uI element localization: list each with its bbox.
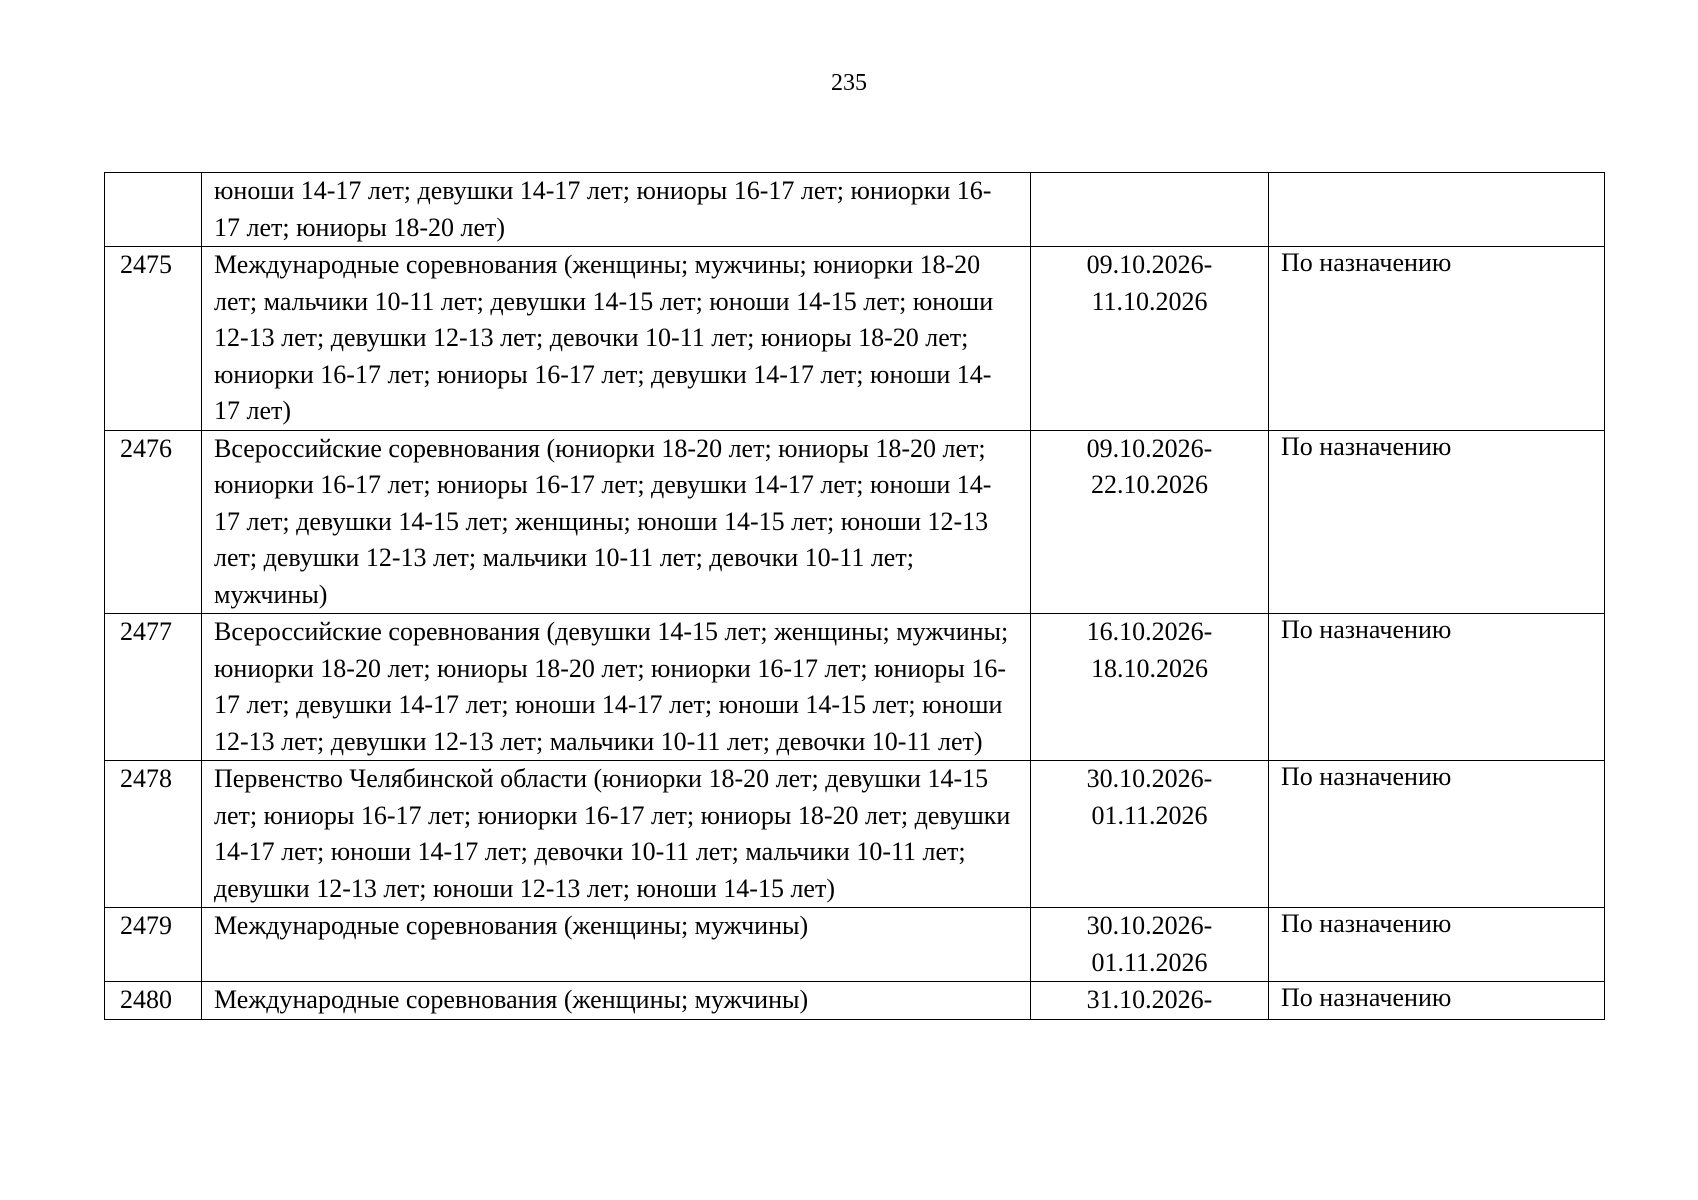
row-number: 2478	[105, 761, 202, 908]
date-start: 31.10.2026-	[1086, 985, 1213, 1014]
date-end: 22.10.2026	[1091, 470, 1208, 499]
place-text: По назначению	[1281, 909, 1452, 938]
date-start: 09.10.2026-	[1086, 433, 1213, 463]
event-description: Всероссийские соревнования (юниорки 18-20 лет; юниоры 18-20 лет; юниорки 16-17 лет; юниоры 16-17 лет; девушки 14-17 лет; юноши 14-17 лет; девушки 14-15 лет; женщины; юноши 14-15 лет; юноши 12-13 лет; девушки 12-13 лет; мальчики 10-11 лет; девочки 10-11 лет; мужчины)	[202, 430, 1031, 614]
event-description: Международные соревнования (женщины; мужчины)	[202, 908, 1031, 982]
event-place	[1269, 430, 1605, 614]
table-row	[105, 173, 1605, 247]
table-row	[105, 761, 1605, 908]
table-row	[105, 430, 1605, 614]
event-dates	[1031, 173, 1269, 247]
date-start: 16.10.2026-	[1086, 617, 1213, 646]
date-end: 01.11.2026	[1091, 947, 1208, 977]
date-end: 11.10.2026	[1091, 286, 1208, 316]
event-description: Первенство Челябинской области (юниорки 18-20 лет; девушки 14-15 лет; юниоры 16-17 лет; юниорки 16-17 лет; юниоры 18-20 лет; девушки 14-17 лет; юноши 14-17 лет; девочки 10-11 лет; мальчики 10-11 лет; девушки 12-13 лет; юноши 12-13 лет; юноши 14-15 лет)	[202, 761, 1031, 908]
event-dates	[1031, 247, 1269, 431]
place-text: По назначению	[1281, 248, 1452, 277]
event-place	[1269, 614, 1605, 761]
event-dates	[1031, 761, 1269, 908]
table-row	[105, 908, 1605, 982]
row-number	[105, 173, 202, 247]
event-description: Международные соревнования (женщины; мужчины; юниорки 18-20 лет; мальчики 10-11 лет; девушки 14-15 лет; юноши 14-15 лет; юноши 12-13 лет; девушки 12-13 лет; девочки 10-11 лет; юниоры 18-20 лет; юниорки 16-17 лет; юниоры 16-17 лет; девушки 14-17 лет; юноши 14-17 лет)	[202, 247, 1031, 431]
row-number: 2479	[105, 908, 202, 982]
event-place	[1269, 761, 1605, 908]
date-start: 30.10.2026-	[1086, 764, 1213, 793]
event-place	[1269, 908, 1605, 982]
place-text: По назначению	[1281, 983, 1452, 1012]
row-number: 2475	[105, 247, 202, 431]
event-dates	[1031, 908, 1269, 982]
date-start: 09.10.2026-	[1086, 250, 1213, 279]
row-number: 2480	[105, 982, 202, 1020]
table-row	[105, 982, 1605, 1020]
event-description: юноши 14-17 лет; девушки 14-17 лет; юниоры 16-17 лет; юниорки 16-17 лет; юниоры 18-20 лет)	[202, 173, 1031, 247]
row-number: 2476	[105, 430, 202, 614]
table-row	[105, 614, 1605, 761]
date-end: 01.11.2026	[1091, 800, 1208, 830]
table-row	[105, 247, 1605, 431]
event-dates	[1031, 982, 1269, 1020]
date-start: 30.10.2026-	[1086, 911, 1213, 940]
event-description: Международные соревнования (женщины; мужчины)	[202, 982, 1031, 1020]
competition-table	[104, 172, 1605, 1020]
event-dates	[1031, 614, 1269, 761]
place-text: По назначению	[1281, 431, 1452, 461]
date-end: 18.10.2026	[1091, 653, 1208, 683]
event-place	[1269, 247, 1605, 431]
event-place	[1269, 173, 1605, 247]
event-place	[1269, 982, 1605, 1020]
place-text: По назначению	[1281, 762, 1452, 791]
page-number: 235	[831, 70, 867, 96]
event-dates	[1031, 430, 1269, 614]
row-number: 2477	[105, 614, 202, 761]
event-description: Всероссийские соревнования (девушки 14-15 лет; женщины; мужчины; юниорки 18-20 лет; юниоры 18-20 лет; юниорки 16-17 лет; юниоры 16-17 лет; девушки 14-17 лет; юноши 14-17 лет; юноши 14-15 лет; юноши 12-13 лет; девушки 12-13 лет; мальчики 10-11 лет; девочки 10-11 лет)	[202, 614, 1031, 761]
place-text: По назначению	[1281, 615, 1452, 644]
